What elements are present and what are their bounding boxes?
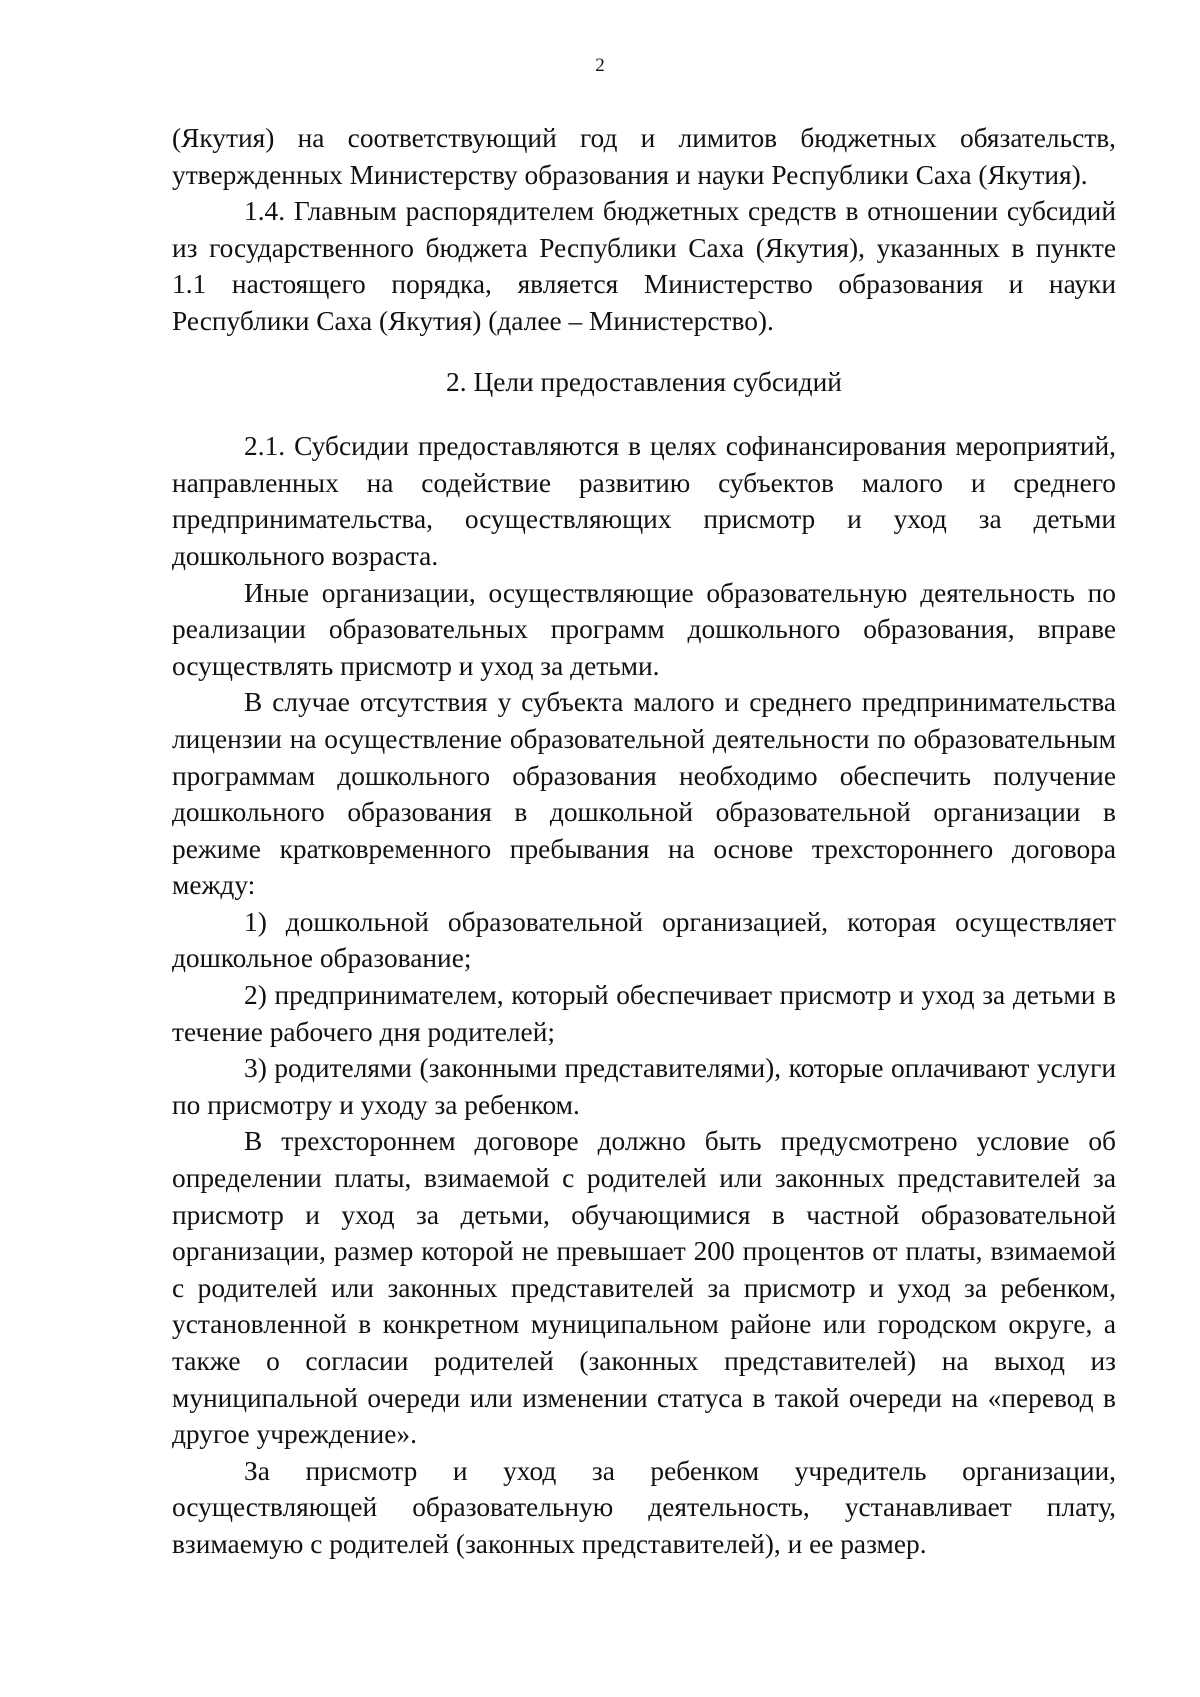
paragraph-fee-setting: За присмотр и уход за ребенком учредитель организации, осуществляющей образовательную деятельность, устанавливает плату, взимаемую с родителей (законных представителей), и ее размер. [172,1455,1116,1559]
paragraph-license-absence: В случае отсутствия у субъекта малого и среднего предпринимательства лицензии на осуществление образовательной деятельности по образовательным программам дошкольного образования необходимо обеспечить получение дошкольного образования в дошкольной образовательной организации в режиме кратковременного пребывания на основе трехстороннего договора между: [172,687,1116,901]
paragraph-1-4: 1.4. Главным распорядителем бюджетных средств в отношении субсидий из государственного бюджета Республики Саха (Якутия), указанных в пункте 1.1 настоящего порядка, является Министерство образования и науки Республики Саха (Якутия) (далее – Министерство). [172,196,1116,336]
list-item-3: 3) родителями (законными представителями), которые оплачивают услуги по присмотру и уходу за ребенком. [172,1053,1116,1120]
page-number: 2 [595,55,605,76]
list-item-1: 1) дошкольной образовательной организацией, которая осуществляет дошкольное образование; [172,906,1116,974]
paragraph-tripartite-contract: В трехстороннем договоре должно быть предусмотрено условие об определении платы, взимаемой с родителей или законных представителей за присмотр и уход за детьми, обучающимися в частной образовательной организации, размер которой не превышает 200 процентов от платы, взимаемой с родителей или законных представителей за присмотр и уход за ребенком, установленной в конкретном муниципальном районе или городском округе, а также о согласии родителей (законных представителей) на выход из муниципальной очереди или изменении статуса в такой очереди на «перевод в другое учреждение». [172,1126,1116,1450]
paragraph-continuation: (Якутия) на соответствующий год и лимитов бюджетных обязательств, утвержденных Министерству образования и науки Республики Саха (Якутия). [172,123,1116,190]
section-heading: 2. Цели предоставления субсидий [446,366,842,397]
paragraph-2-1: 2.1. Субсидии предоставляются в целях софинансирования мероприятий, направленных на содействие развитию субъектов малого и среднего предпринимательства, осуществляющих присмотр и уход за детьми дошкольного возраста. [172,431,1116,571]
document-body [172,120,1116,1563]
paragraph-other-organizations: Иные организации, осуществляющие образовательную деятельность по реализации образовательных программ дошкольного образования, вправе осуществлять присмотр и уход за детьми. [172,577,1116,681]
list-item-2: 2) предпринимателем, который обеспечивает присмотр и уход за детьми в течение рабочего дня родителей; [172,980,1116,1047]
